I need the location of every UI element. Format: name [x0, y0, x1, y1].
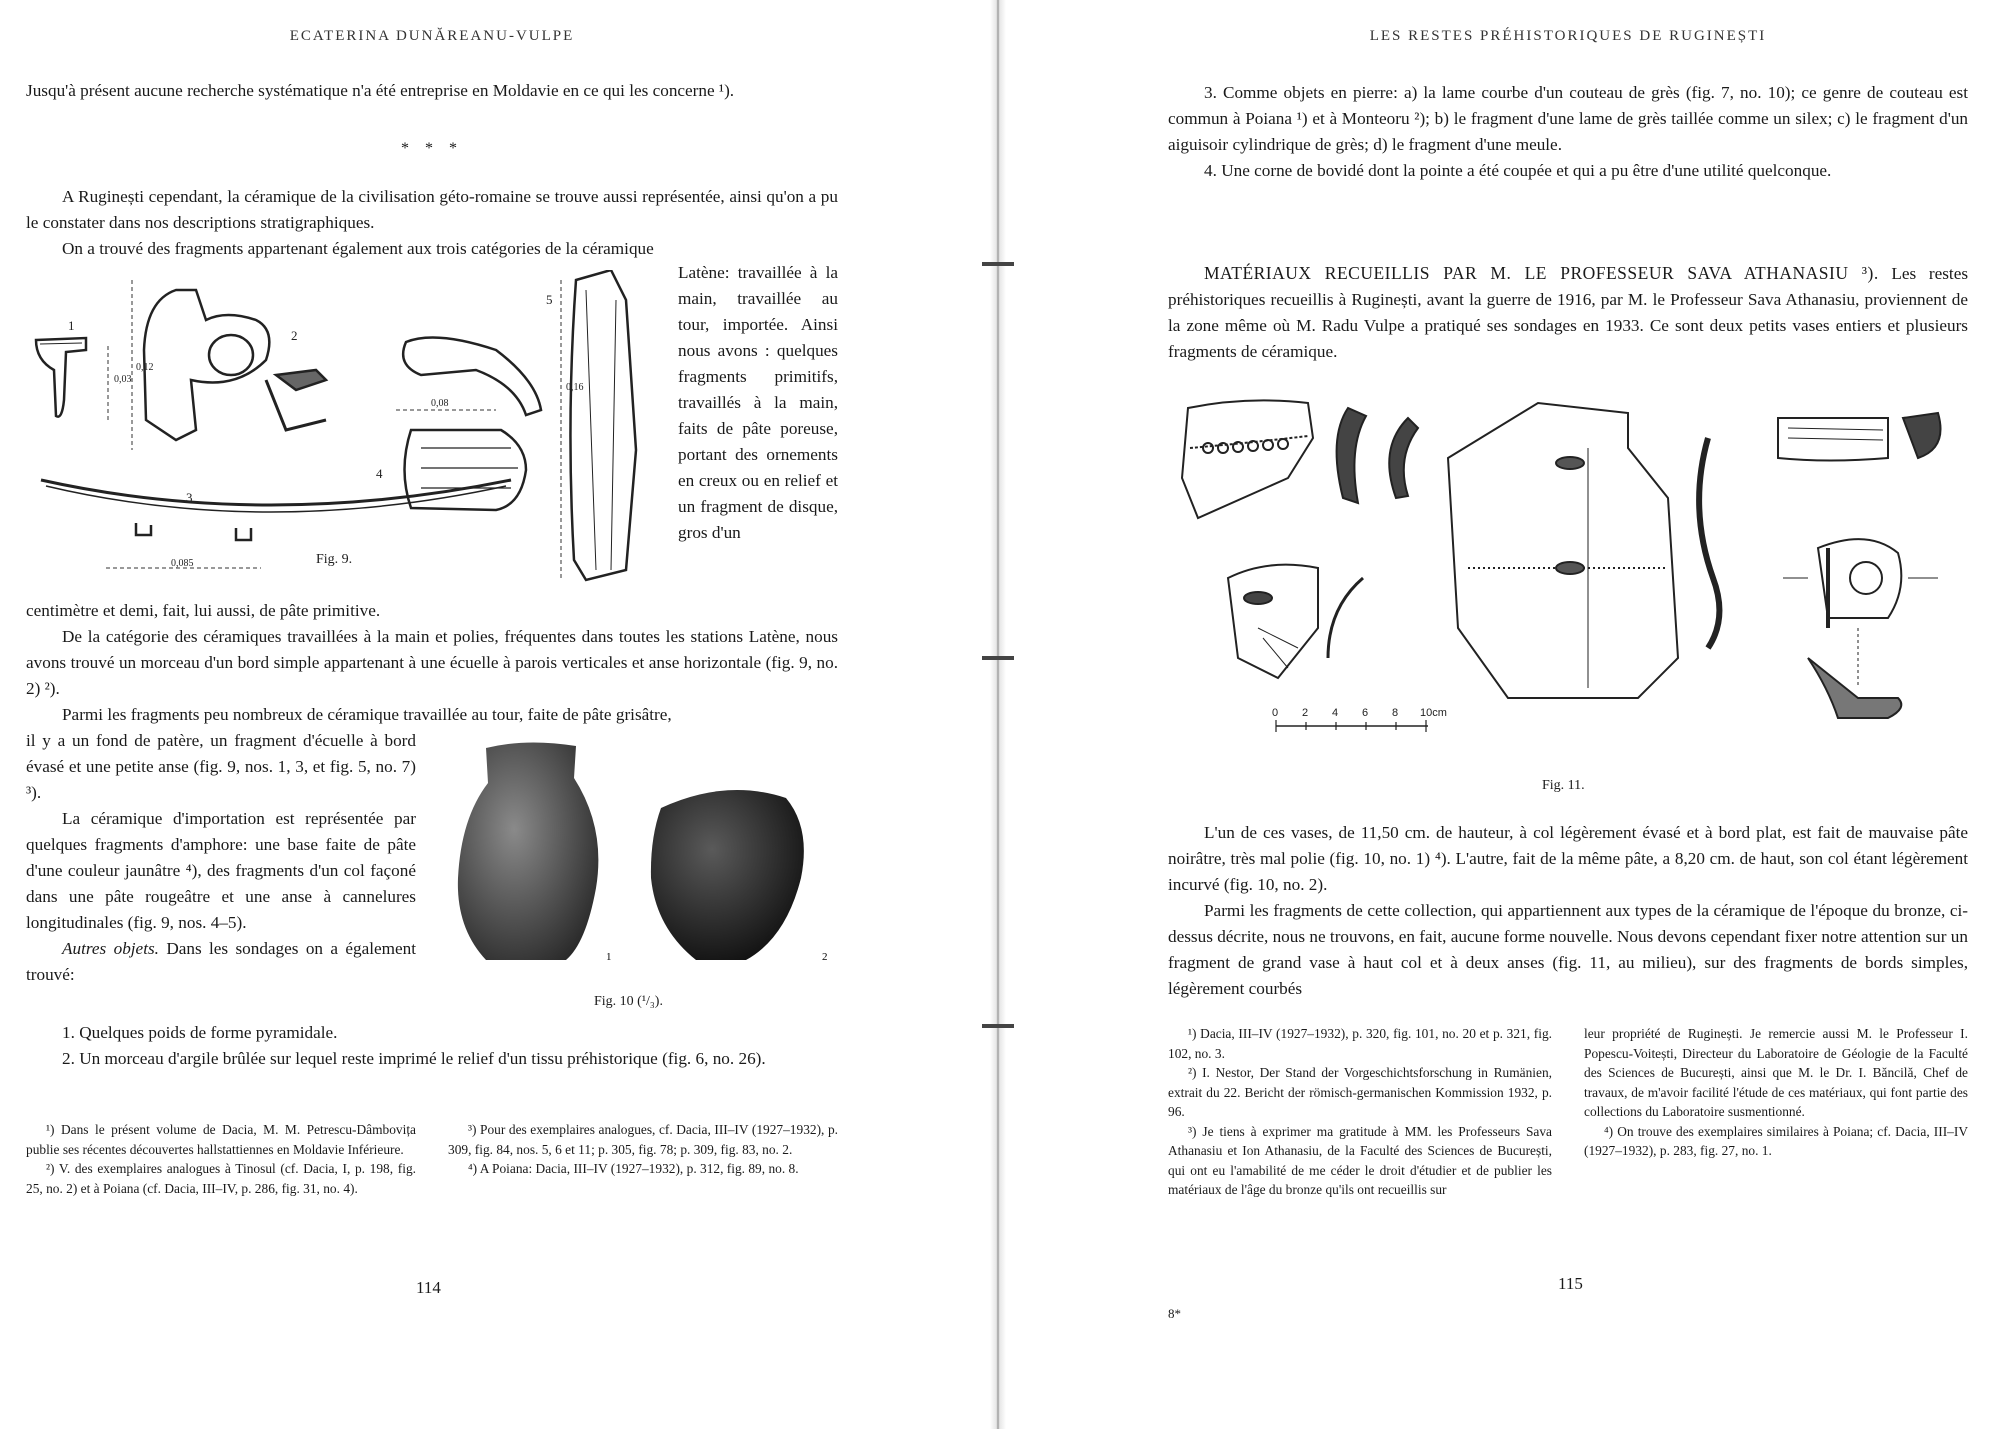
intro-text: Jusqu'à présent aucune recherche systématique n'a été entreprise en Moldavie en ce qui les concerne ¹).: [26, 81, 735, 100]
paragraph-found-a: On a trouvé des fragments appartenant également aux trois catégories de la céramique: [62, 239, 654, 258]
scale-label: 2: [1302, 707, 1309, 719]
footnote: ¹) Dans le présent volume de Dacia, M. M. Petrescu-Dâmbovița publie ses récentes découvertes hallstattiennes en Moldavie Inférieure.: [26, 1122, 416, 1157]
paragraph-corne: 4. Une corne de bovidé dont la pointe a été coupée et qui a pu être d'une utilité quelconque.: [1204, 161, 1832, 180]
paragraph-autres: [26, 936, 416, 988]
page-number: 114: [416, 1278, 441, 1297]
fig9-label: 1: [68, 318, 75, 333]
scale-label: 6: [1362, 707, 1369, 719]
footnotes-right-col1: [1168, 1024, 1552, 1200]
paragraph-found-b: Latène: travaillée à la main, travaillée au tour, importée. Ainsi nous avons : quelques fragments primitifs, travaillés à la main, faits de pâte poreuse, portant des ornements en creux ou en relief et un fragment de disque, gros d'un: [678, 263, 838, 542]
scale-label: 0: [1272, 707, 1279, 719]
scale-label: 8: [1392, 707, 1399, 719]
paragraph-category: De la catégorie des céramiques travaillées à la main et polies, fréquentes dans toutes les stations Latène, nous avons trouvé un morceau d'un bord simple appartenant à une écuelle à parois verticales et anse horizontale (fig. 9, no. 2) ²).: [26, 627, 838, 698]
body-text-bottom: [26, 1020, 838, 1072]
running-header: LES RESTES PRÉHISTORIQUES DE RUGINEȘTI: [1369, 28, 1767, 44]
body-text-top: [26, 184, 838, 262]
list-item: 1. Quelques poids de forme pyramidale.: [62, 1023, 338, 1042]
fig9-dimension: 0,08: [431, 398, 449, 409]
paragraph-found-c: centimètre et demi, fait, lui aussi, de pâte primitive.: [26, 601, 381, 620]
paragraph-parmi-b: il y a un fond de patère, un fragment d'écuelle à bord évasé et une petite anse (fig. 9, nos. 1, 3, et fig. 5, no. 7) ³).: [26, 731, 416, 802]
autres-text: Dans les sondages on a également trouvé:: [26, 939, 416, 984]
footnotes-right-col2: [1584, 1024, 1968, 1161]
footnote: ²) V. des exemplaires analogues à Tinosul (cf. Dacia, I, p. 198, fig. 25, no. 2) et à Poiana (cf. Dacia, III–IV, p. 286, fig. 31, no. 4).: [26, 1161, 416, 1196]
scale-label: 10cm: [1420, 707, 1447, 719]
footnote: ⁴) On trouve des exemplaires similaires à Poiana; cf. Dacia, III–IV (1927–1932), p. 283, fig. 27, no. 1.: [1584, 1123, 1968, 1158]
footnotes-left-col1: [26, 1120, 416, 1198]
figure-11-drawing: [1168, 388, 1968, 768]
fig9-label: 3: [186, 490, 193, 505]
paragraph-ruginesti: A Ruginești cependant, la céramique de la civilisation géto-romaine se trouve aussi représentée, ainsi qu'on a pu le constater dans nos descriptions stratigraphiques.: [26, 187, 838, 232]
figure-9-drawing: [26, 270, 666, 588]
scale-label: 4: [1332, 707, 1339, 719]
section-materiaux: [1168, 260, 1968, 365]
footnote: ²) I. Nestor, Der Stand der Vorgeschichtsforschung in Rumänien, extrait du 22. Bericht der römisch-germanischen Kommission 1932, p. 96.: [1168, 1065, 1552, 1119]
right-page: [1168, 0, 1968, 1429]
list-item: 2. Un morceau d'argile brûlée sur lequel reste imprimé le relief d'un tissu préhistorique (fig. 6, no. 26).: [62, 1049, 766, 1068]
figure-9-caption: Fig. 9.: [316, 552, 353, 567]
body-text-beside-fig10: [26, 728, 416, 988]
body-text-top: [1168, 80, 1968, 184]
fig9-label: 5: [546, 292, 553, 307]
section-heading: MATÉRIAUX RECUEILLIS PAR M. LE PROFESSEUR SAVA ATHANASIU ³).: [1204, 263, 1879, 283]
section-separator: * * *: [401, 140, 463, 157]
footnotes-left-col2: [448, 1120, 838, 1179]
figure-11-caption: Fig. 11.: [1542, 778, 1585, 793]
fig9-label: 2: [291, 328, 298, 343]
paragraph-import: La céramique d'importation est représentée par quelques fragments d'amphore: une base faite de pâte d'une couleur jaunâtre ⁴), des fragments d'un col façoné dans une pâte rougeâtre et une anse à cannelures longitudinales (fig. 9, nos. 4–5).: [26, 809, 416, 932]
fig9-dimension: 0,03: [114, 374, 132, 385]
fig9-dimension: 0,16: [566, 382, 584, 393]
figure-10-photo: [446, 738, 838, 978]
body-text-beside-fig9: [678, 260, 838, 546]
footnote: leur propriété de Ruginești. Je remercie aussi M. le Professeur I. Popescu-Voitești, Directeur du Laboratoire de Géologie de la Faculté des Sciences de București, ainsi que M. le Dr. I. Băncilă, Chef de travaux, de m'avoir facilité l'étude de ces matériaux, qui font partie des collections du Laboratoire susmentionné.: [1584, 1026, 1968, 1119]
paragraph-pierre: 3. Comme objets en pierre: a) la lame courbe d'un couteau de grès (fig. 7, no. 10); ce genre de couteau est commun à Poiana ¹) et à Monteoru ²); b) le fragment d'une lame de grès taillée comme un silex; c) le fragment d'un aiguisoir cylindrique de grès; d) le fragment d'une meule.: [1168, 83, 1968, 154]
fig9-label: 4: [376, 466, 383, 481]
spine-stitch: [982, 262, 1014, 266]
figure-10-caption: Fig. 10 (¹/₃).: [594, 994, 663, 1009]
paragraph-materiaux: Les restes préhistoriques recueillis à Ruginești, avant la guerre de 1916, par M. le Professeur Sava Athanasiu, proviennent de la zone même où M. Radu Vulpe a pratiqué ses sondages en 1933. Ce sont deux petits vases entiers et plusieurs fragments de céramique.: [1168, 264, 1969, 361]
intro-paragraph: [26, 78, 838, 104]
footnote: ³) Pour des exemplaires analogues, cf. Dacia, III–IV (1927–1932), p. 309, fig. 84, nos. 5, 6 et 11; p. 305, fig. 78; p. 309, fig. 83, no. 2.: [448, 1122, 838, 1157]
footnote: ³) Je tiens à exprimer ma gratitude à MM. les Professeurs Sava Athanasiu et Ion Athanasiu, de la Faculté des Sciences de București, qui ont eu l'amabilité de me céder le droit d'étudier et de publier les matériaux de l'âge du bronze qu'ils ont recueillis sur: [1168, 1123, 1552, 1197]
body-text-middle: [26, 598, 838, 728]
fig9-dimension: 0,12: [136, 362, 154, 373]
autres-label: Autres objets.: [62, 939, 159, 958]
running-header: ECATERINA DUNĂREANU-VULPE: [289, 28, 575, 44]
fig10-label: 2: [822, 951, 828, 963]
left-page: [26, 0, 838, 1429]
paragraph-vases: L'un de ces vases, de 11,50 cm. de hauteur, à col légèrement évasé et à bord plat, est fait de mauvaise pâte noirâtre, très mal polie (fig. 10, no. 1) ⁴). L'autre, fait de la même pâte, a 8,20 cm. de haut, son col étant légèrement incurvé (fig. 10, no. 2).: [1168, 823, 1968, 894]
book-spine: [990, 0, 1006, 1429]
spine-stitch: [982, 1024, 1014, 1028]
footnote: ¹) Dacia, III–IV (1927–1932), p. 320, fig. 101, no. 20 et p. 321, fig. 102, no. 3.: [1168, 1026, 1552, 1061]
paragraph-parmi-a: Parmi les fragments peu nombreux de céramique travaillée au tour, faite de pâte grisâtre,: [62, 705, 672, 724]
footnote: ⁴) A Poiana: Dacia, III–IV (1927–1932), p. 312, fig. 89, no. 8.: [468, 1161, 799, 1176]
page-number: 115: [1558, 1274, 1583, 1293]
signature-mark: 8*: [1168, 1306, 1181, 1321]
fig9-dimension: 0,085: [171, 558, 194, 569]
spine-stitch: [982, 656, 1014, 660]
body-text-bottom: [1168, 820, 1968, 1002]
fig10-label: 1: [606, 951, 612, 963]
paragraph-parmi: Parmi les fragments de cette collection, qui appartiennent aux types de la céramique de l'époque du bronze, ci-dessus décrite, nous ne trouvons, en fait, aucune forme nouvelle. Nous devons cependant fixer notre attention sur un fragment de grand vase à haut col et à deux anses (fig. 11, au milieu), sur des fragments de bords simples, légèrement courbés: [1168, 901, 1968, 998]
